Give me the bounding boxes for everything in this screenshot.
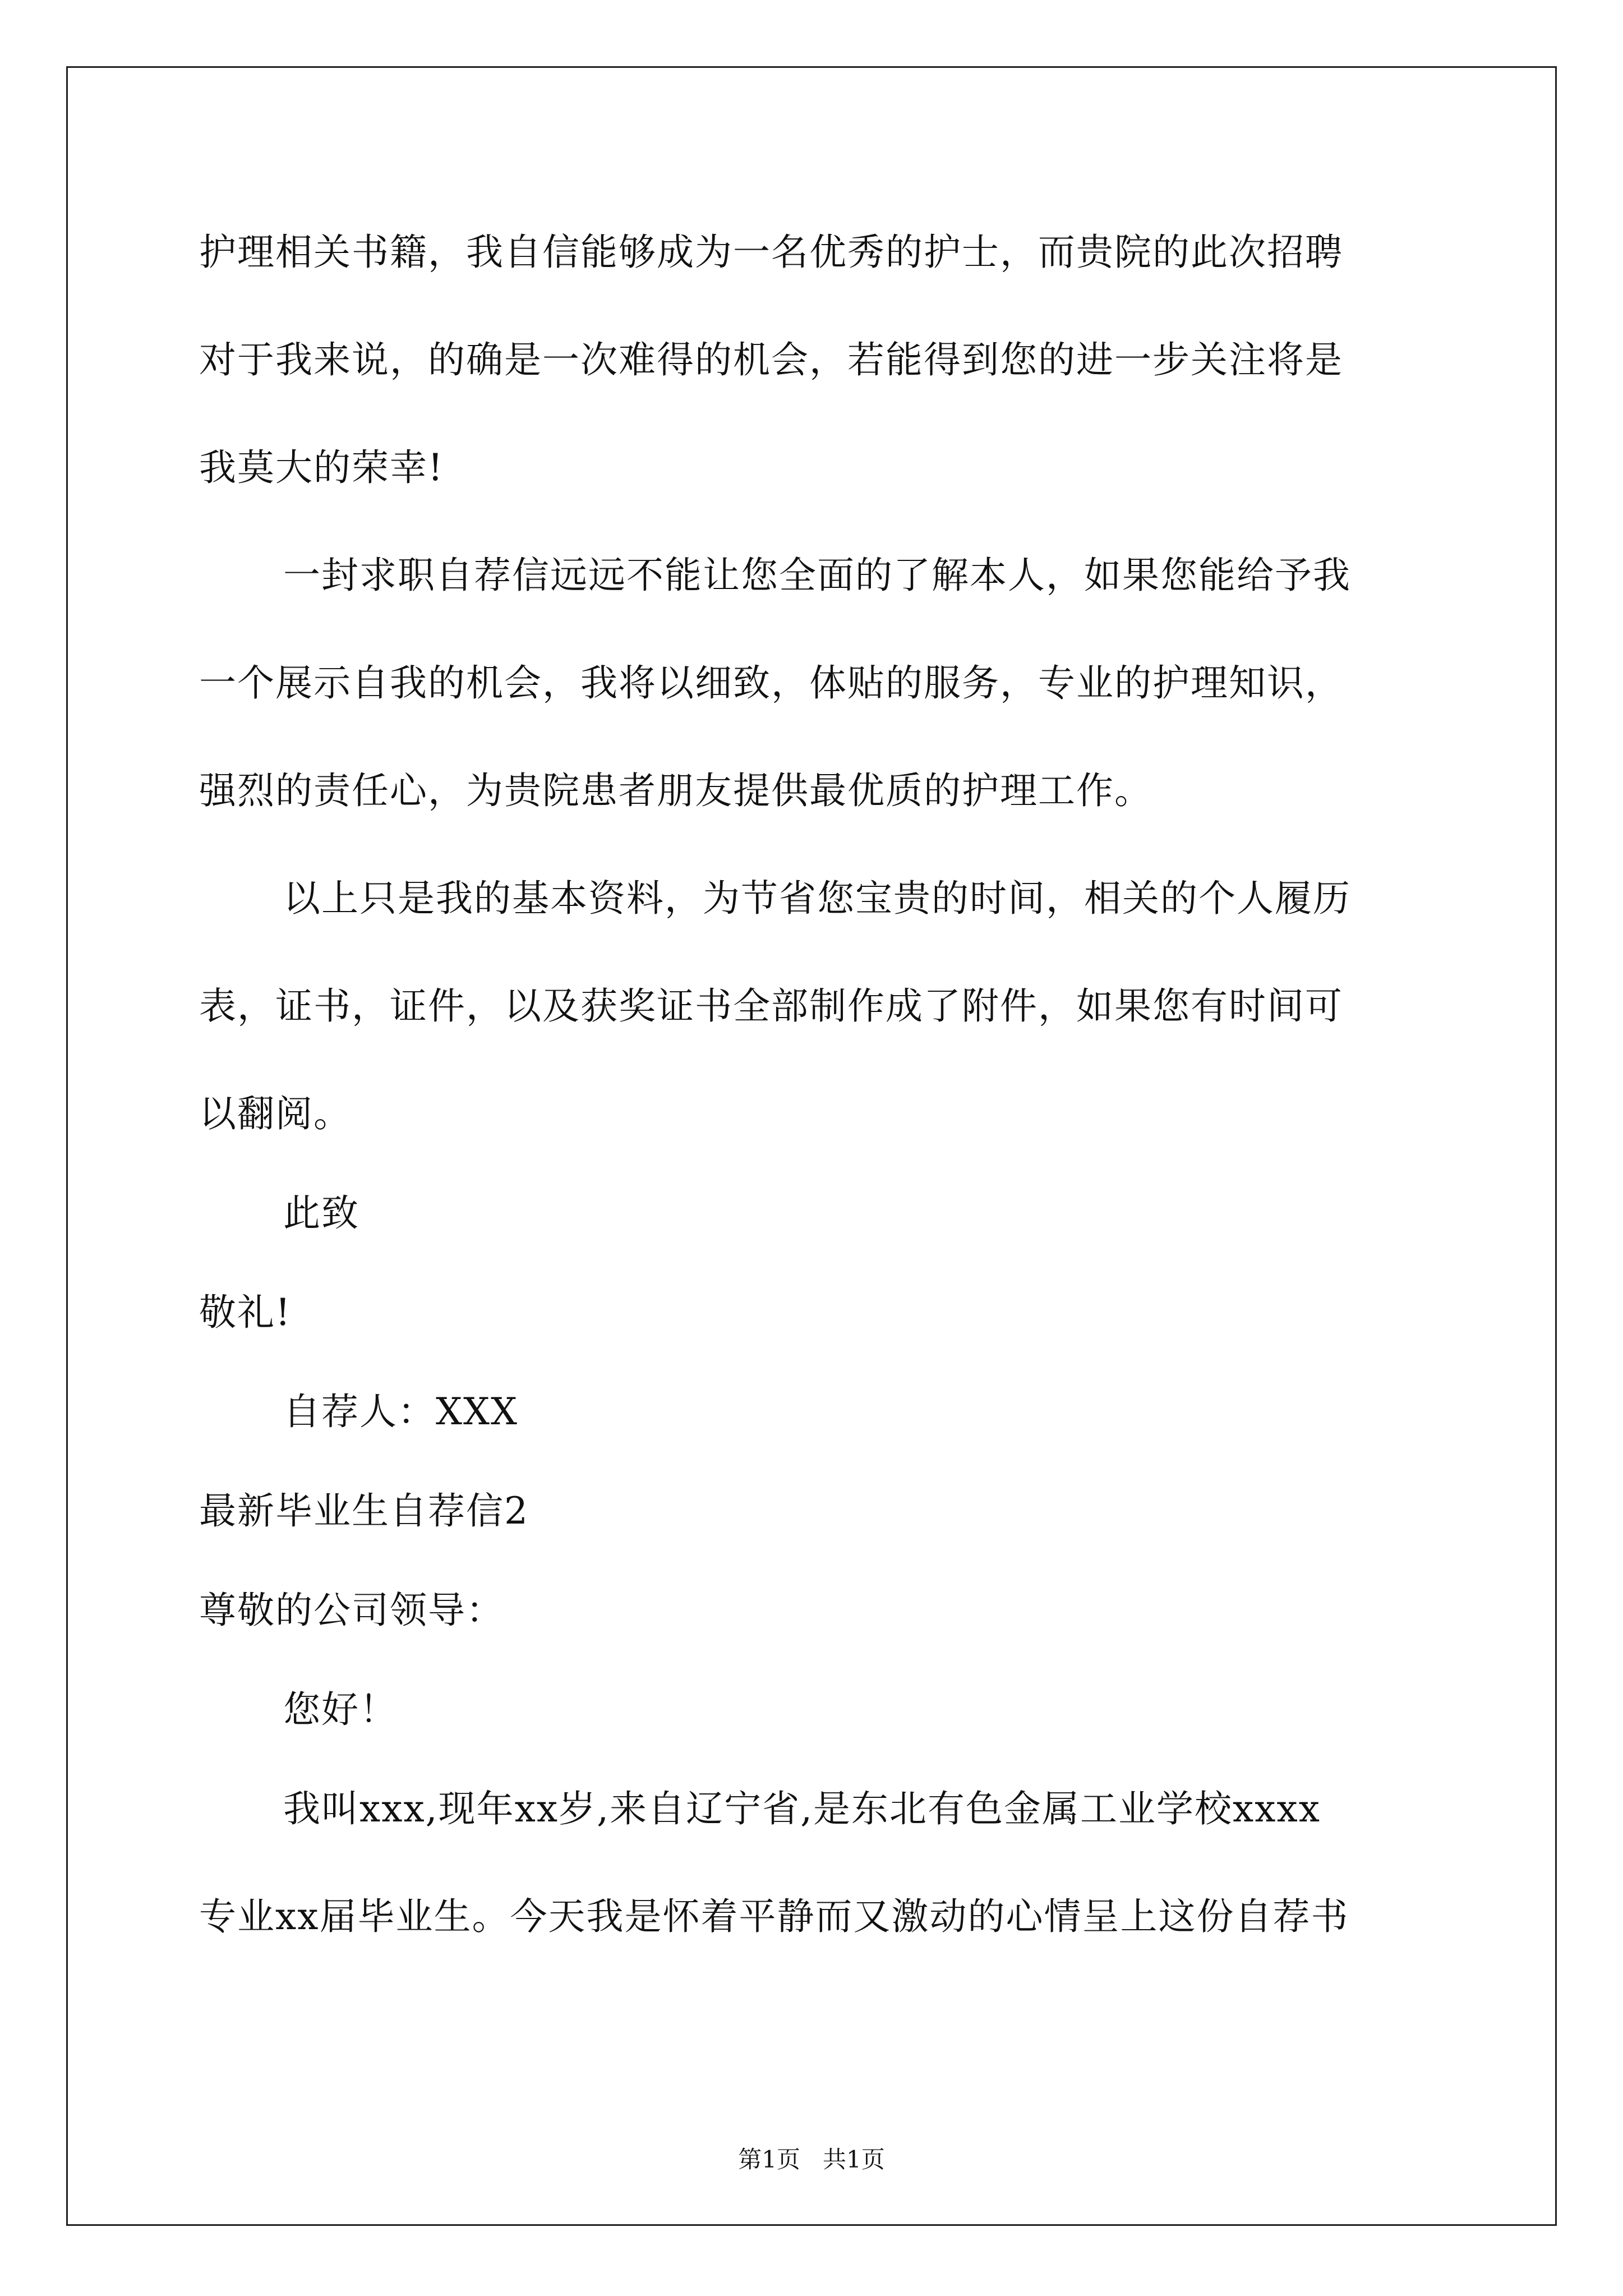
signature-line: 自荐人：XXX [283,1390,518,1433]
text-line: 表，证书，证件，以及获奖证书全部制作成了附件，如果您有时间可 [199,984,1343,1028]
greeting-line: 您好！ [283,1688,398,1731]
text-line: 一个展示自我的机会，我将以细致，体贴的服务，专业的护理知识， [199,661,1343,705]
greeting-line: 尊敬的公司领导： [199,1589,504,1632]
section-title: 最新毕业生自荐信2 [199,1489,529,1533]
text-line: 我莫大的荣幸! [199,446,444,489]
text-line: 以翻阅。 [199,1092,352,1135]
text-line: 对于我来说，的确是一次难得的机会，若能得到您的进一步关注将是 [199,338,1343,381]
text-line: 护理相关书籍，我自信能够成为一名优秀的护士，而贵院的此次招聘 [199,231,1343,274]
text-line: 专业xx届毕业生。今天我是怀着平静而又激动的心情呈上这份自荐书 [199,1895,1349,1938]
closing-line: 此致 [283,1191,359,1235]
salutation-line: 敬礼! [199,1291,292,1334]
text-line: 我叫xxx,现年xx岁,来自辽宁省,是东北有色金属工业学校xxxx [283,1787,1321,1830]
text-line: 一封求职自荐信远远不能让您全面的了解本人，如果您能给予我 [283,554,1351,597]
page-footer: 第1页 共1页 [738,2146,885,2173]
text-line: 强烈的责任心，为贵院患者朋友提供最优质的护理工作。 [199,769,1152,812]
text-line: 以上只是我的基本资料，为节省您宝贵的时间，相关的个人履历 [283,877,1351,920]
